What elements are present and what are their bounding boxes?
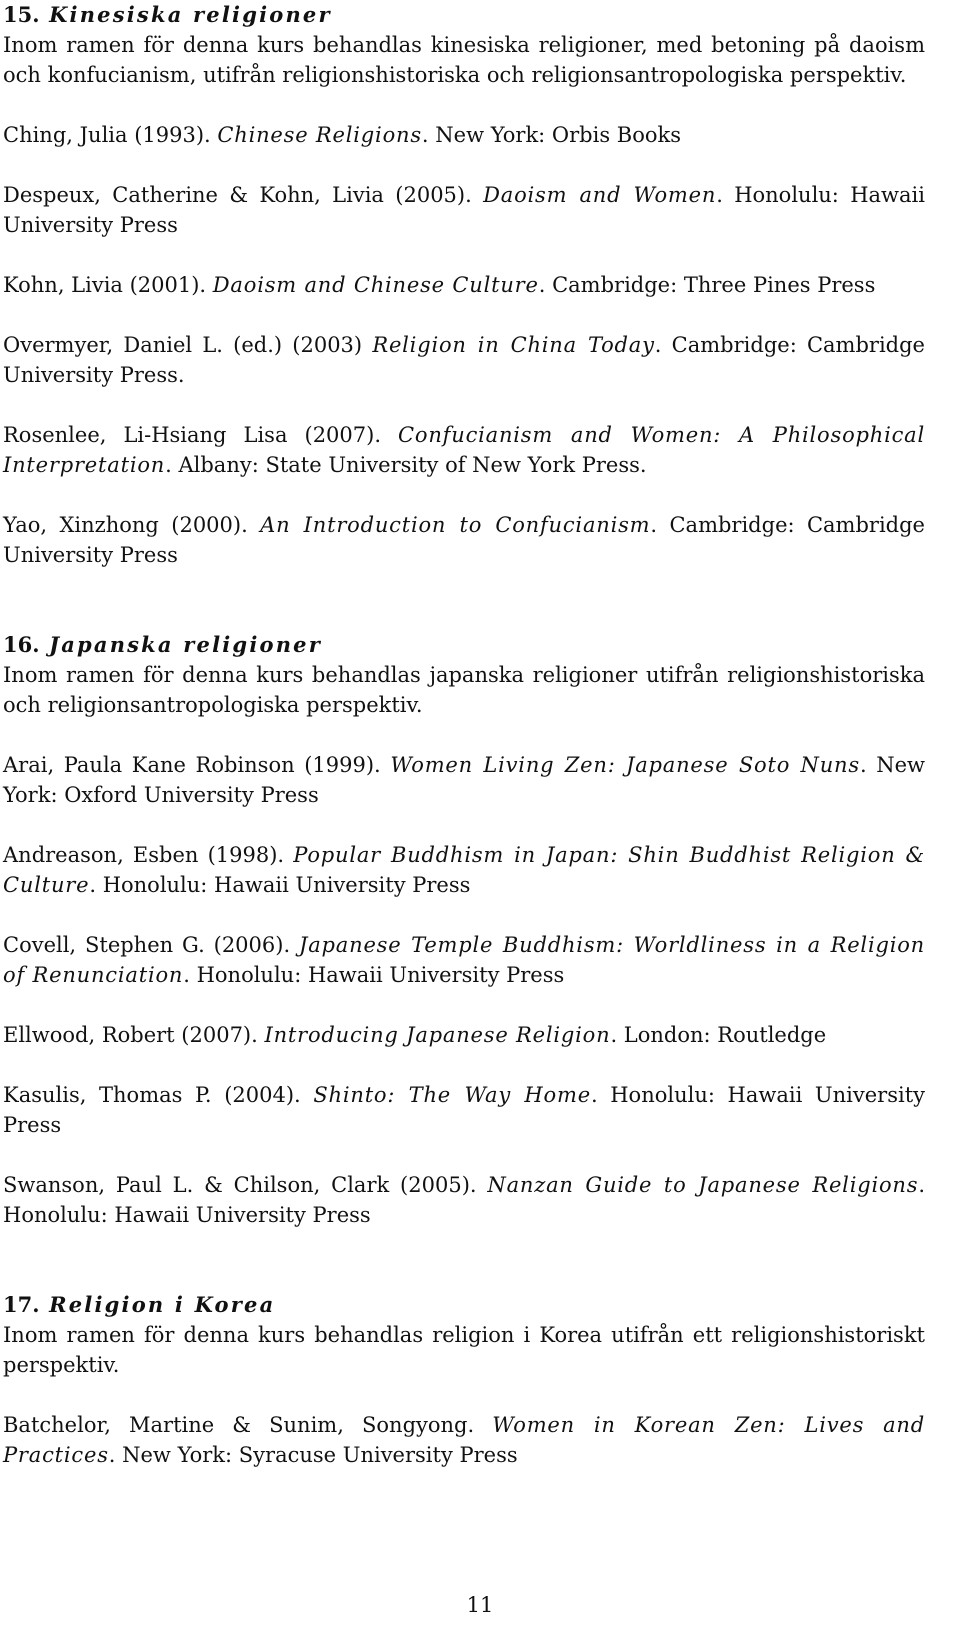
reference-publisher: . New York: Orbis Books (421, 123, 682, 147)
reference-author: Ching, Julia (1993). (3, 123, 218, 147)
reference-author: Arai, Paula Kane Robinson (1999). (3, 753, 391, 777)
reference-title: Daoism and Women (483, 183, 717, 207)
section-title: Religion i Korea (49, 1292, 276, 1317)
reference-title: Nanzan Guide to Japanese Religions (487, 1173, 919, 1197)
reference-title: An Introduction to Confucianism (260, 513, 651, 537)
reference-author: Yao, Xinzhong (2000). (3, 513, 261, 537)
reference-entry (3, 1080, 925, 1140)
reference-author: Overmyer, Daniel L. (ed.) (2003) (3, 333, 373, 357)
reference-title: Religion in China Today (372, 333, 655, 357)
reference-title: Women Living Zen: Japanese Soto Nuns (390, 753, 860, 777)
reference-entry (3, 270, 925, 300)
reference-title: Confucianism and Women: A Philosophical Interpretation (3, 423, 925, 477)
reference-publisher: . Honolulu: Hawaii University Press (3, 1173, 925, 1227)
section-japanska-religioner (3, 630, 925, 1230)
reference-publisher: . Cambridge: Three Pines Press (538, 273, 876, 297)
reference-publisher: . New York: Oxford University Press (3, 753, 925, 807)
section-religion-i-korea (3, 1290, 925, 1470)
reference-publisher: . Cambridge: Cambridge University Press. (3, 333, 925, 387)
reference-entry (3, 510, 925, 570)
section-heading (3, 0, 925, 30)
reference-publisher: . Cambridge: Cambridge University Press (3, 513, 925, 567)
reference-author: Kasulis, Thomas P. (2004). (3, 1083, 314, 1107)
reference-publisher: . London: Routledge (610, 1023, 827, 1047)
section-heading (3, 630, 925, 660)
document-page (3, 0, 925, 1530)
reference-publisher: . Honolulu: Hawaii University Press (3, 1083, 925, 1137)
section-title: Kinesiska religioner (49, 2, 332, 27)
section-heading (3, 1290, 925, 1320)
reference-publisher: . Honolulu: Hawaii University Press (183, 963, 565, 987)
reference-entry (3, 840, 925, 900)
reference-author: Swanson, Paul L. & Chilson, Clark (2005). (3, 1173, 488, 1197)
reference-entry (3, 1020, 925, 1050)
reference-title: Japanese Temple Buddhism: Worldliness in a Religion of Renunciation (3, 933, 925, 987)
reference-title: Shinto: The Way Home (313, 1083, 591, 1107)
reference-author: Rosenlee, Li-Hsiang Lisa (2007). (3, 423, 399, 447)
reference-author: Ellwood, Robert (2007). (3, 1023, 265, 1047)
reference-title: Women in Korean Zen: Lives and Practices (3, 1413, 925, 1467)
reference-entry (3, 1170, 925, 1230)
section-number: 16. (3, 632, 40, 657)
reference-title: Chinese Religions (217, 123, 422, 147)
section-number: 17. (3, 1292, 40, 1317)
reference-author: Kohn, Livia (2001). (3, 273, 213, 297)
reference-publisher: . Honolulu: Hawaii University Press (3, 183, 925, 237)
reference-entry (3, 330, 925, 390)
reference-author: Despeux, Catherine & Kohn, Livia (2005). (3, 183, 484, 207)
page-number: 11 (466, 1593, 494, 1617)
reference-entry (3, 120, 925, 150)
reference-title: Popular Buddhism in Japan: Shin Buddhist Religion & Culture (3, 843, 925, 897)
reference-entry (3, 420, 925, 480)
section-title: Japanska religioner (49, 632, 322, 657)
reference-publisher: . Albany: State University of New York Press. (165, 453, 647, 477)
reference-entry (3, 180, 925, 240)
section-number: 15. (3, 2, 40, 27)
section-intro: Inom ramen för denna kurs behandlas kinesiska religioner, med betoning på daoism och konfucianism, utifrån religionshistoriska och religionsantropologiska perspektiv. (3, 33, 925, 87)
section-intro: Inom ramen för denna kurs behandlas japanska religioner utifrån religionshistoriska och religionsantropologiska perspektiv. (3, 663, 925, 717)
reference-author: Andreason, Esben (1998). (3, 843, 294, 867)
reference-author: Covell, Stephen G. (2006). (3, 933, 300, 957)
section-intro: Inom ramen för denna kurs behandlas religion i Korea utifrån ett religionshistoriskt perspektiv. (3, 1323, 925, 1377)
section-kinesiska-religioner (3, 0, 925, 570)
reference-entry (3, 750, 925, 810)
reference-publisher: . New York: Syracuse University Press (108, 1443, 518, 1467)
reference-title: Introducing Japanese Religion (264, 1023, 611, 1047)
reference-author: Batchelor, Martine & Sunim, Songyong. (3, 1413, 493, 1437)
reference-entry (3, 1410, 925, 1470)
reference-title: Daoism and Chinese Culture (212, 273, 539, 297)
reference-entry (3, 930, 925, 990)
reference-publisher: . Honolulu: Hawaii University Press (89, 873, 471, 897)
